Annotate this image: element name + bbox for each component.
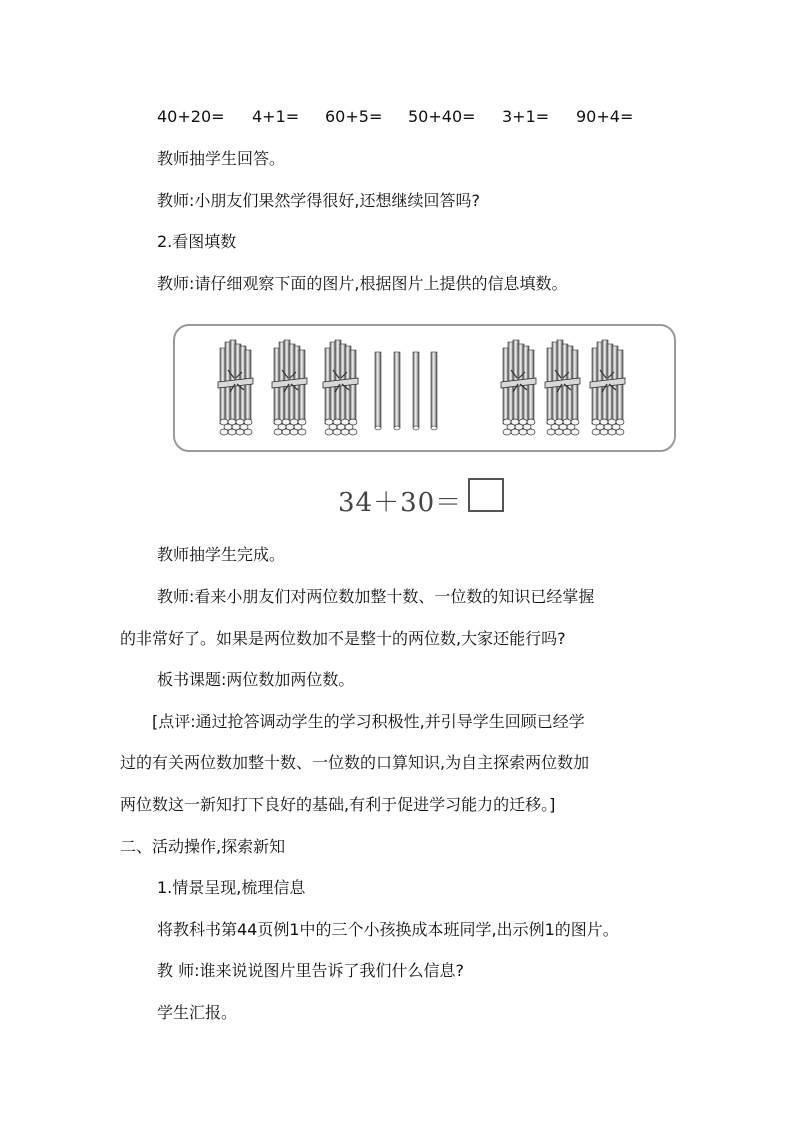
paragraph: 教师:请仔细观察下面的图片,根据图片上提供的信息填数。 xyxy=(157,274,568,293)
equation-item: 40+20= xyxy=(157,107,225,126)
section-heading: 二、活动操作,探索新知 xyxy=(120,837,286,856)
ten-stick-bundle xyxy=(501,340,536,435)
ten-stick-bundle xyxy=(272,340,307,435)
paragraph: 学生汇报。 xyxy=(157,1003,238,1022)
ten-stick-bundle xyxy=(323,340,358,435)
comment-paragraph: 过的有关两位数加整十数、一位数的口算知识,为自主探索两位数加 xyxy=(120,753,590,772)
equation-item: 90+4= xyxy=(576,107,634,126)
single-stick xyxy=(431,352,437,430)
paragraph: 将教科书第44页例1中的三个小孩换成本班同学,出示例1的图片。 xyxy=(157,920,619,939)
single-stick xyxy=(413,352,419,430)
paragraph: 教师:小朋友们果然学得很好,还想继续回答吗? xyxy=(157,191,480,210)
paragraph: 教 师:谁来说说图片里告诉了我们什么信息? xyxy=(157,961,464,980)
fill-in-equation: 34＋30＝ xyxy=(338,488,463,518)
equation-item: 3+1= xyxy=(502,107,550,126)
sticks-illustration xyxy=(175,326,678,454)
stick-bundles-figure xyxy=(173,324,676,452)
paragraph: 教师抽学生回答。 xyxy=(157,149,286,168)
ten-stick-bundle xyxy=(590,340,625,435)
ten-stick-bundle xyxy=(545,340,580,435)
ten-stick-bundle xyxy=(218,340,253,435)
paragraph: 教师:看来小朋友们对两位数加整十数、一位数的知识已经掌握 xyxy=(157,587,595,606)
paragraph: 教师抽学生完成。 xyxy=(157,545,286,564)
subsection-heading: 1.情景呈现,梳理信息 xyxy=(157,878,306,897)
equation-item: 50+40= xyxy=(408,107,476,126)
answer-box[interactable] xyxy=(468,478,504,512)
section-heading: 2.看图填数 xyxy=(157,232,237,251)
comment-paragraph: 两位数这一新知打下良好的基础,有利于促进学习能力的迁移。] xyxy=(120,795,556,814)
single-stick xyxy=(375,352,381,430)
paragraph: 板书课题:两位数加两位数。 xyxy=(157,670,355,689)
single-stick xyxy=(394,352,400,430)
equation-item: 60+5= xyxy=(325,107,383,126)
equation-item: 4+1= xyxy=(252,107,300,126)
paragraph: 的非常好了。如果是两位数加不是整十的两位数,大家还能行吗? xyxy=(120,629,566,648)
comment-paragraph: [点评:通过抢答调动学生的学习积极性,并引导学生回顾已经学 xyxy=(152,712,585,731)
